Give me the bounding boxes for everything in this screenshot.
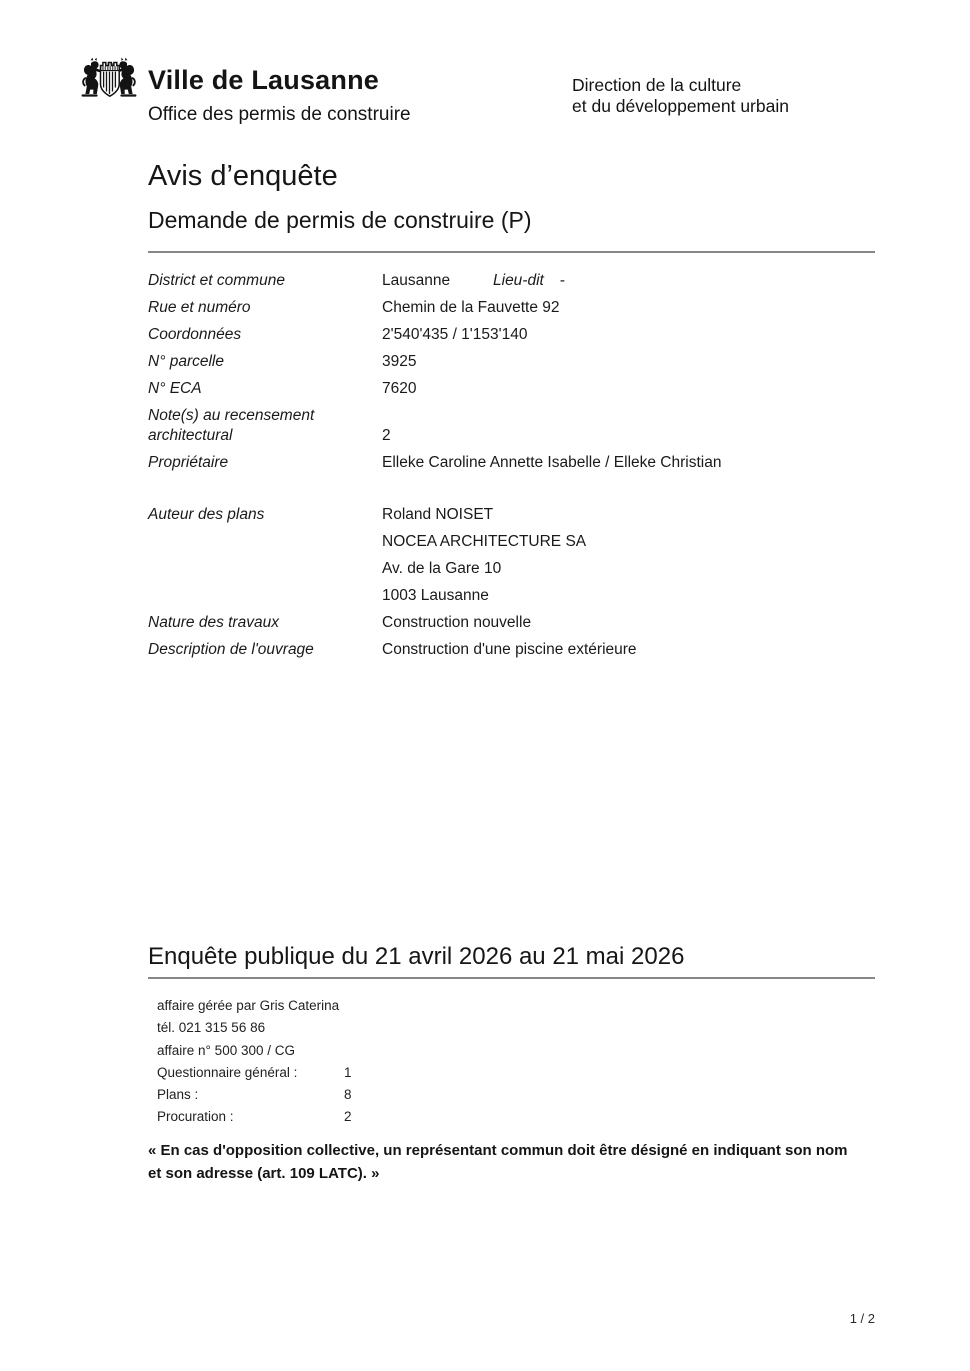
count-label: Procuration :	[157, 1109, 234, 1125]
table-row	[148, 379, 890, 399]
table-row	[148, 271, 890, 291]
count-label: Plans :	[157, 1087, 199, 1103]
table-row	[148, 505, 890, 525]
case-phone-line: tél. 021 315 56 86	[157, 1020, 266, 1036]
count-value: 8	[344, 1087, 352, 1103]
field-value: 7620	[382, 380, 417, 397]
case-info-block	[157, 995, 352, 1129]
field-value: Elleke Caroline Annette Isabelle / Elleke Christian	[382, 454, 722, 471]
direction-line-1: Direction de la culture	[572, 75, 742, 95]
field-label: N° parcelle	[148, 353, 224, 370]
case-manager-line: affaire gérée par Gris Caterina	[157, 998, 340, 1013]
lausanne-coat-of-arms-icon	[78, 57, 140, 105]
count-value: 2	[344, 1109, 352, 1125]
direction-line-2: et du développement urbain	[572, 96, 789, 116]
table-row	[148, 613, 890, 633]
table-row	[148, 352, 890, 372]
field-label: Rue et numéro	[148, 299, 251, 316]
table-row	[148, 325, 890, 345]
table-row	[148, 532, 890, 552]
field-value: 1003 Lausanne	[382, 587, 489, 604]
brand-title: Ville de Lausanne	[148, 65, 379, 95]
field-value	[382, 271, 890, 291]
field-label: Coordonnées	[148, 326, 242, 343]
table-row	[148, 640, 890, 660]
lieu-dit-label: Lieu-dit	[493, 272, 544, 289]
field-value: 3925	[382, 353, 417, 370]
document-count-row	[157, 1062, 352, 1084]
table-row	[148, 406, 890, 446]
brand-office: Office des permis de construire	[148, 104, 411, 125]
title-divider	[148, 251, 875, 253]
table-row	[148, 586, 890, 606]
field-label: Propriétaire	[148, 454, 229, 471]
opposition-notice: « En cas d'opposition collective, un représentant commun doit être désigné en indiquant son nom et son adresse (art. 109 LATC). »	[148, 1142, 848, 1182]
field-value: 2'540'435 / 1'153'140	[382, 326, 528, 343]
details-table	[148, 271, 890, 667]
field-value: Chemin de la Fauvette 92	[382, 299, 560, 316]
field-value: Construction nouvelle	[382, 614, 532, 631]
field-value: Av. de la Gare 10	[382, 560, 502, 577]
document-count-row	[157, 1084, 352, 1106]
field-value: Construction d'une piscine extérieure	[382, 641, 637, 658]
document-subtitle: Demande de permis de construire (P)	[148, 207, 532, 233]
table-row	[148, 453, 890, 473]
direction-block	[572, 75, 789, 117]
brand-block	[148, 64, 411, 126]
field-label: N° ECA	[148, 380, 202, 397]
inquiry-heading: Enquête publique du 21 avril 2026 au 21 mai 2026	[148, 943, 685, 970]
field-label: Auteur des plans	[148, 506, 265, 523]
field-label: Note(s) au recensement architectural	[148, 407, 315, 444]
count-label: Questionnaire général :	[157, 1064, 298, 1080]
document-title: Avis d’enquête	[148, 160, 338, 192]
table-row	[148, 298, 890, 318]
field-label: Nature des travaux	[148, 614, 279, 631]
case-number-line: affaire n° 500 300 / CG	[157, 1042, 295, 1058]
field-label: Description de l'ouvrage	[148, 641, 314, 658]
commune-value: Lausanne	[382, 272, 451, 289]
lieu-dit-value: -	[559, 272, 566, 289]
field-label: District et commune	[148, 272, 285, 289]
count-value: 1	[344, 1064, 352, 1080]
field-value: 2	[382, 427, 391, 444]
inquiry-divider	[148, 977, 875, 979]
document-count-row	[157, 1106, 352, 1128]
field-value: NOCEA ARCHITECTURE SA	[382, 533, 587, 550]
page-number: 1 / 2	[849, 1311, 875, 1326]
table-row	[148, 559, 890, 579]
field-value: Roland NOISET	[382, 506, 494, 523]
